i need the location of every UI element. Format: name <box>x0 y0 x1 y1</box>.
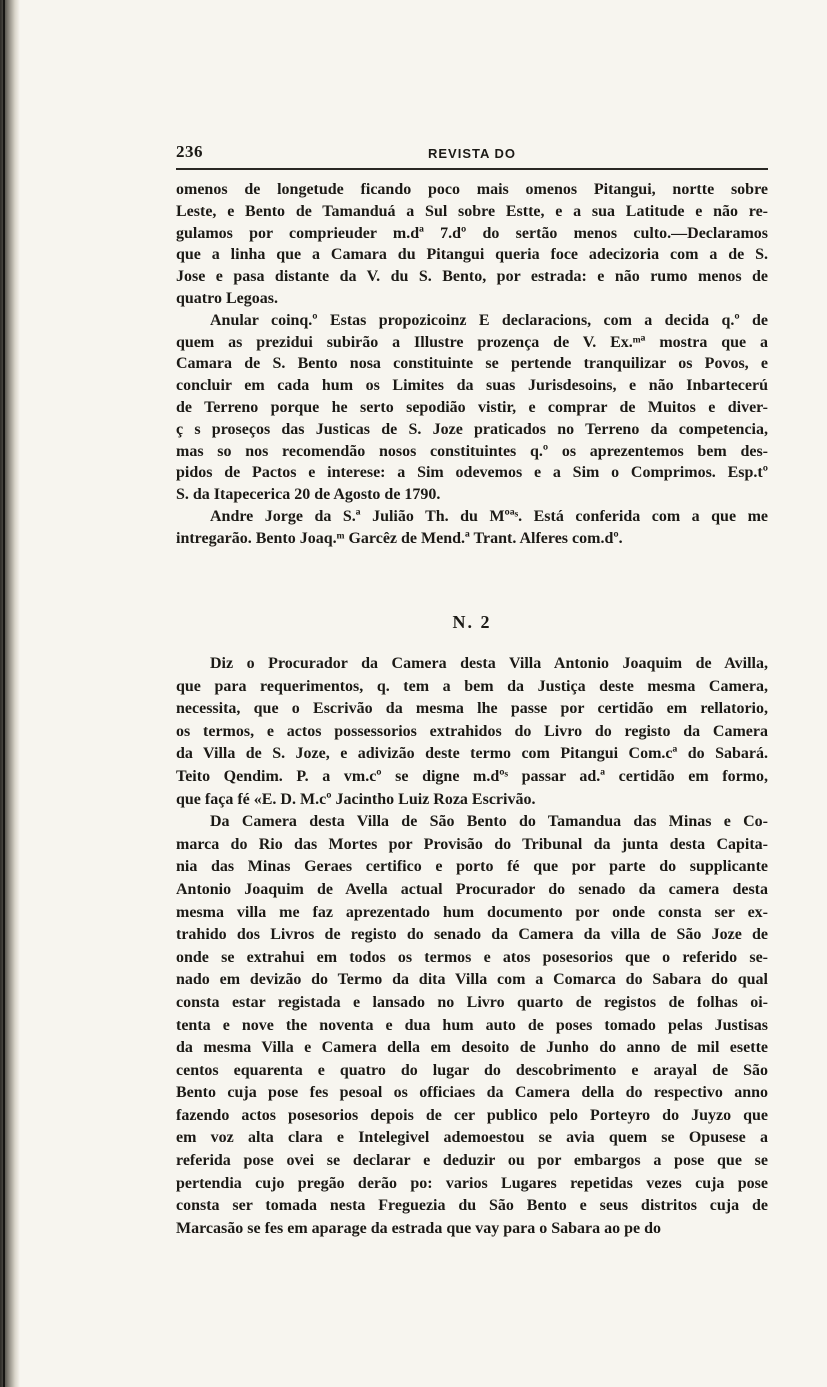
text-line: Leste, e Bento de Tamanduá a Sul sobre Estte, e a sua Latitude e não re- <box>176 202 768 220</box>
text-line: pertendia cujo pregão derão po: varios Lugares repetidas vezes cuja pose <box>176 1174 768 1192</box>
text-line: consta ser tomada nesta Freguezia du São Bento e seus distritos cuja de <box>176 1197 768 1215</box>
running-title: REVISTA DO <box>427 146 516 161</box>
page-header <box>176 142 768 166</box>
text-line: Diz o Procurador da Camera desta Villa Antonio Joaquim de Avilla, <box>210 655 768 672</box>
paragraph <box>176 179 768 310</box>
text-line: Da Camera desta Villa de São Bento do Tamandua das Minas e Co- <box>210 813 768 831</box>
text-line: referida pose ovei se declarar e deduzir ou por embargos a pose que se <box>176 1152 768 1170</box>
book-gutter-line <box>3 0 5 1387</box>
text-line: consta estar registada e lansado no Livro quarto de registos de folhas oi- <box>176 993 768 1011</box>
text-line: tenta e nove the noventa e dua hum auto de poses tomado pelas Justisas <box>176 1016 768 1034</box>
text-line: os termos, e actos possessorios extrahidos do Livro do registo da Camera <box>176 722 768 740</box>
text-line: nia das Minas Geraes certifico e porto fé que por parte do supplicante <box>176 858 768 876</box>
text-line: Jose e pasa distante da V. du S. Bento, por estrada: e não rumo menos de <box>176 268 768 286</box>
text-line: nado em devizão do Termo da dita Villa com a Comarca do Sabara do qual <box>176 971 768 989</box>
page-number: 236 <box>176 142 203 161</box>
section-1-body <box>176 179 768 550</box>
text-line: ç s proseços das Justicas de S. Joze praticados no Terreno da competencia, <box>176 420 768 438</box>
header-rule <box>176 168 768 170</box>
paragraph <box>176 506 768 550</box>
text-line: gulamos por comprieuder m.dª 7.dº do sertão menos culto.—Declaramos <box>176 224 768 242</box>
text-line: que para requerimentos, q. tem a bem da Justiça deste mesma Camera, <box>176 677 768 695</box>
text-line: concluir em cada hum os Limites da suas Jurisdesoins, e não Inbartecerú <box>176 377 768 395</box>
text-line: que a linha que a Camara du Pitangui queria foce adecizoria com a de S. <box>176 246 768 264</box>
text-line: quatro Legoas. <box>176 289 278 307</box>
text-line: fazendo actos posesorios depois de cer publico pelo Porteyro do Juyzo que <box>176 1106 768 1124</box>
text-line: intregarão. Bento Joaq.ᵐ Garcêz de Mend.ª Trant. Alferes com.dº. <box>176 529 623 547</box>
text-line: Teito Qendim. P. a vm.cº se digne m.dºˢ passar ad.ª certidão em formo, <box>176 767 768 785</box>
text-line: trahido dos Livros de registo do senado da Camera da villa de São Joze de <box>176 926 768 944</box>
text-line: quem as prezidui subirão a Illustre prozença de V. Ex.ᵐª mostra que a <box>176 333 768 351</box>
paragraph <box>176 811 768 1240</box>
text-line: Anular coinq.º Estas propozicoinz E declaracions, com a decida q.º de <box>210 311 768 329</box>
text-line: omenos de longetude ficando poco mais omenos Pitangui, nortte sobre <box>176 181 768 198</box>
text-line: de Terreno porque he serto sepodião vistir, e comprar de Muitos e diver- <box>176 398 768 416</box>
text-line: marca do Rio das Mortes por Provisão do Tribunal da junta desta Capita- <box>176 835 768 853</box>
text-line: da mesma Villa e Camera della em desoito de Junho do anno de mil esette <box>176 1039 768 1057</box>
text-line: onde se extrahui em todos os termos e atos posesorios que o referido se- <box>176 948 768 966</box>
text-line: Bento cuja pose fes pesoal os officiaes da Camera della do respectivo anno <box>176 1084 768 1102</box>
text-line: mas so nos recomendão nosos constituintes q.º os aprezentemos bem des- <box>176 442 768 460</box>
text-line: pidos de Pactos e interese: a Sim odevemos e a Sim o Comprimos. Esp.tº <box>176 464 768 482</box>
text-line: em voz alta clara e Intelegivel ademoestou se avia quem se Opusese a <box>176 1129 768 1147</box>
section-heading: N. 2 <box>452 612 492 632</box>
text-line: mesma villa me faz aprezentado hum documento por onde consta ser ex- <box>176 903 768 921</box>
paragraph <box>176 653 768 811</box>
text-line: da Villa de S. Joze, e adivizão deste termo com Pitangui Com.cª do Sabará. <box>176 745 768 763</box>
paragraph <box>176 310 768 506</box>
text-line: S. da Itapecerica 20 de Agosto de 1790. <box>176 486 441 504</box>
text-line: Antonio Joaquim de Avella actual Procurador do senado da camera desta <box>176 880 768 898</box>
text-line: necessita, que o Escrivão da mesma lhe passe por certidão em rellatorio, <box>176 700 768 718</box>
text-line: Camara de S. Bento nosa constituinte se pertende tranquilizar os Povos, e <box>176 355 768 373</box>
section-2-body <box>176 653 768 1240</box>
text-line: que faça fé «E. D. M.cº Jacintho Luiz Roza Escrivão. <box>176 790 536 808</box>
text-line: Andre Jorge da S.ª Julião Th. du Mºªˢ. Está conferida com a que me <box>210 507 768 525</box>
text-line: Marcasão se fes em aparage da estrada que vay para o Sabara ao pe do <box>176 1219 662 1237</box>
text-line: centos equarenta e quatro do lugar do descobrimento e arayal de São <box>176 1061 768 1079</box>
